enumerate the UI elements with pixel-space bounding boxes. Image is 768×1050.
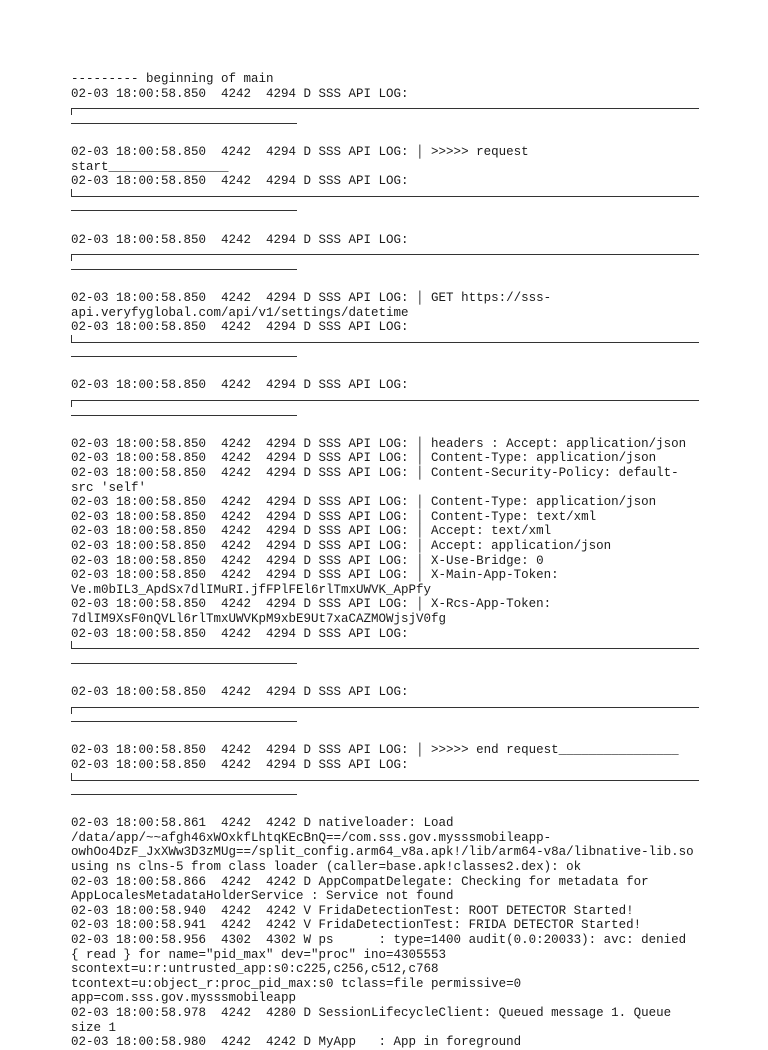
log-line: 02-03 18:00:58.850 4242 4294 D SSS API LOG:: [71, 174, 409, 189]
log-line: 02-03 18:00:58.850 4242 4294 D SSS API LOG: │ headers : Accept: application/json: [71, 436, 687, 451]
box-border-line: [71, 700, 699, 715]
log-line: api.veryfyglobal.com/api/v1/settings/datetime: [71, 305, 409, 320]
log-line: 02-03 18:00:58.850 4242 4294 D SSS API LOG: │ Content-Type: text/xml: [71, 509, 597, 524]
log-line: 02-03 18:00:58.941 4242 4242 V FridaDetectionTest: FRIDA DETECTOR Started!: [71, 918, 642, 933]
log-line: 02-03 18:00:58.978 4242 4280 D SessionLifecycleClient: Queued message 1. Queue: [71, 1006, 672, 1020]
log-line: 02-03 18:00:58.866 4242 4242 D AppCompatDelegate: Checking for metadata for: [71, 874, 649, 889]
log-line: Ve.m0bIL3_ApdSx7dlIMuRI.jfFPlFEl6rlTmxUWVK_ApPfy: [71, 582, 432, 597]
log-line: start________________: [71, 159, 229, 174]
log-line: 02-03 18:00:58.850 4242 4294 D SSS API LOG:: [71, 232, 409, 247]
log-line: 02-03 18:00:58.850 4242 4294 D SSS API LOG: │ >>>>> end request________________: [71, 743, 679, 758]
blank-line: [71, 802, 699, 817]
box-border-line: [71, 247, 699, 262]
log-line: 02-03 18:00:58.980 4242 4242 D MyApp : App in foreground: [71, 1035, 522, 1050]
log-line: tcontext=u:object_r:proc_pid_max:s0 tclass=file permissive=0: [71, 976, 522, 991]
box-border-line: [71, 101, 699, 116]
log-line: 02-03 18:00:58.850 4242 4294 D SSS API LOG: │ Content-Type: application/json: [71, 451, 657, 466]
box-border-line: [71, 335, 699, 350]
log-line: using ns clns-5 from class loader (caller=base.apk!classes2.dex): ok: [71, 860, 582, 875]
log-line: /data/app/~~afgh46xWOxkfLhtqKEcBnQ==/com.sss.gov.mysssmobileapp-: [71, 830, 552, 845]
log-line: 02-03 18:00:58.850 4242 4294 D SSS API LOG:: [71, 757, 409, 772]
log-line: owhOo4DzF_JxXWw3D3zMUg==/split_config.arm64_v8a.apk!/lib/arm64-v8a/libnative-lib.so: [71, 845, 694, 860]
box-border-line: [71, 656, 699, 671]
box-border-line: [71, 203, 699, 218]
blank-line: [71, 670, 699, 685]
box-border-line: [71, 349, 699, 364]
log-line: 02-03 18:00:58.850 4242 4294 D SSS API LOG: │ GET https://sss-: [71, 290, 552, 305]
log-line: 02-03 18:00:58.850 4242 4294 D SSS API LOG: │ >>>>> request: [71, 144, 529, 159]
blank-line: [71, 130, 699, 145]
log-line: 02-03 18:00:58.850 4242 4294 D SSS API LOG:: [71, 378, 409, 393]
log-line: 02-03 18:00:58.850 4242 4294 D SSS API LOG: │ Content-Type: application/json: [71, 495, 657, 510]
log-line: scontext=u:r:untrusted_app:s0:c225,c256,c512,c768: [71, 962, 439, 977]
log-line: 02-03 18:00:58.850 4242 4294 D SSS API LOG:: [71, 320, 409, 335]
log-line: src 'self': [71, 480, 147, 495]
box-border-line: [71, 773, 699, 788]
log-line: 02-03 18:00:58.956 4302 4302 W ps : type=1400 audit(0.0:20033): avc: denied: [71, 933, 687, 948]
log-line: 02-03 18:00:58.850 4242 4294 D SSS API LOG: │ X-Use-Bridge: 0: [71, 553, 544, 568]
box-border-line: [71, 641, 699, 656]
blank-line: [71, 364, 699, 379]
log-line: app=com.sss.gov.mysssmobileapp: [71, 991, 297, 1006]
blank-line: [71, 218, 699, 233]
box-border-line: [71, 408, 699, 423]
log-line: 02-03 18:00:58.850 4242 4294 D SSS API LOG:: [71, 626, 409, 641]
log-line: 02-03 18:00:58.850 4242 4294 D SSS API LOG: │ X-Rcs-App-Token:: [71, 597, 552, 612]
log-line: { read } for name="pid_max" dev="proc" ino=4305553: [71, 947, 447, 962]
box-border-line: [71, 262, 699, 277]
log-line: --------- beginning of main: [71, 72, 274, 86]
log-line: 02-03 18:00:58.850 4242 4294 D SSS API LOG: │ X-Main-App-Token:: [71, 568, 559, 583]
box-border-line: [71, 714, 699, 729]
log-document: [71, 72, 699, 1050]
box-border-line: [71, 393, 699, 408]
box-border-line: [71, 787, 699, 802]
log-line: 02-03 18:00:58.850 4242 4294 D SSS API LOG:: [71, 684, 409, 699]
log-line: 02-03 18:00:58.850 4242 4294 D SSS API LOG: │ Content-Security-Policy: default-: [71, 466, 679, 481]
log-line: 02-03 18:00:58.850 4242 4294 D SSS API LOG:: [71, 86, 409, 101]
blank-line: [71, 729, 699, 744]
log-line: 7dlIM9XsF0nQVLl6rlTmxUWVKpM9xbE9Ut7xaCAZMOWjsjV0fg: [71, 611, 447, 626]
box-border-line: [71, 116, 699, 131]
log-line: 02-03 18:00:58.940 4242 4242 V FridaDetectionTest: ROOT DETECTOR Started!: [71, 903, 634, 918]
log-line: size 1: [71, 1020, 117, 1035]
log-line: 02-03 18:00:58.861 4242 4242 D nativeloader: Load: [71, 816, 454, 831]
blank-line: [71, 276, 699, 291]
box-border-line: [71, 189, 699, 204]
log-line: 02-03 18:00:58.850 4242 4294 D SSS API LOG: │ Accept: application/json: [71, 539, 612, 553]
log-line: 02-03 18:00:58.850 4242 4294 D SSS API LOG: │ Accept: text/xml: [71, 524, 552, 539]
blank-line: [71, 422, 699, 437]
log-line: AppLocalesMetadataHolderService : Service not found: [71, 889, 454, 904]
